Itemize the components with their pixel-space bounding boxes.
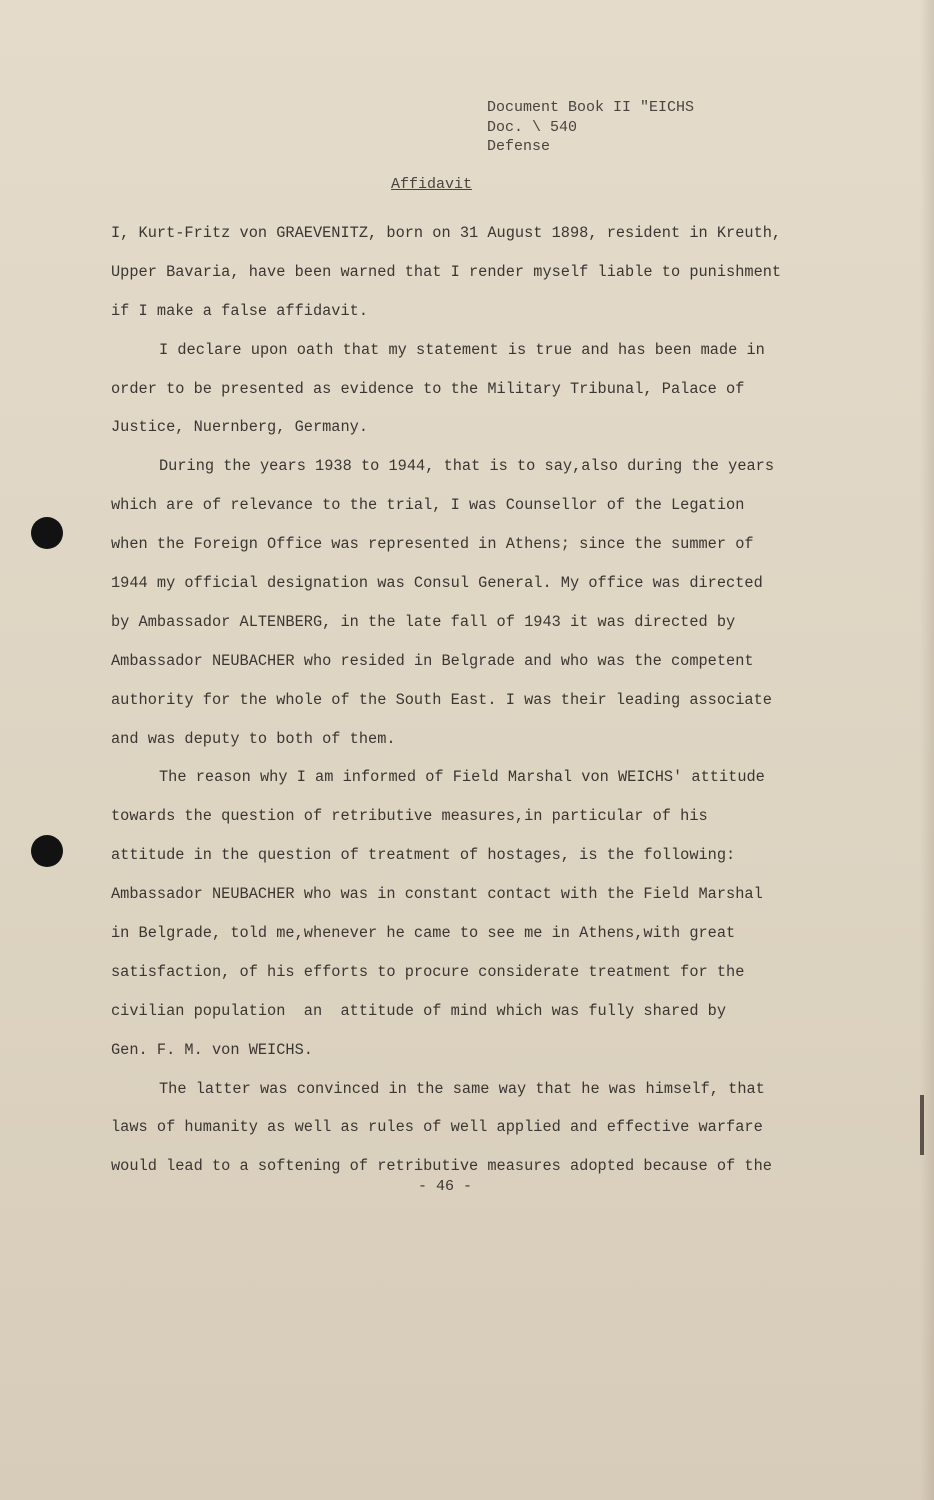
text-line: towards the question of retributive measures,in particular of his: [111, 807, 708, 826]
text-line: The latter was convinced in the same way that he was himself, that: [159, 1079, 765, 1098]
header-document-book: Document Book II "EICHS: [487, 99, 695, 116]
affidavit-body: [111, 214, 831, 1186]
text-line: civilian population an attitude of mind which was fully shared by: [111, 1001, 727, 1020]
text-line: if I make a false affidavit.: [111, 301, 369, 320]
header-doc-number: Doc. \ 540: [487, 118, 578, 136]
text-line: when the Foreign Office was represented in Athens; since the summer of: [111, 535, 754, 554]
paper-edge-shadow: [920, 0, 934, 1500]
header-defense: Defense: [487, 138, 551, 155]
paper-edge-mark: [920, 1095, 924, 1155]
text-line: and was deputy to both of them.: [111, 729, 396, 748]
punch-hole-top: [31, 517, 63, 549]
page-number: - 46 -: [418, 1178, 473, 1195]
text-line: by Ambassador ALTENBERG, in the late fall of 1943 it was directed by: [111, 612, 736, 631]
punch-hole-bottom: [31, 835, 63, 867]
text-line: Justice, Nuernberg, Germany.: [111, 418, 369, 437]
text-line: During the years 1938 to 1944, that is to say,also during the years: [159, 457, 775, 476]
text-line: Ambassador NEUBACHER who resided in Belgrade and who was the competent: [111, 651, 754, 670]
text-line: The reason why I am informed of Field Marshal von WEICHS' attitude: [159, 768, 765, 787]
text-line: Gen. F. M. von WEICHS.: [111, 1040, 313, 1059]
text-line: order to be presented as evidence to the Military Tribunal, Palace of: [111, 379, 745, 398]
text-line: which are of relevance to the trial, I was Counsellor of the Legation: [111, 496, 745, 515]
text-line: satisfaction, of his efforts to procure considerate treatment for the: [111, 962, 745, 981]
text-line: authority for the whole of the South East. I was their leading associate: [111, 690, 772, 709]
document-header: [487, 98, 694, 157]
text-line: laws of humanity as well as rules of well applied and effective warfare: [111, 1118, 763, 1137]
text-line: Upper Bavaria, have been warned that I render myself liable to punishment: [111, 262, 782, 281]
text-line: Ambassador NEUBACHER who was in constant contact with the Field Marshal: [111, 885, 763, 904]
text-line: I, Kurt-Fritz von GRAEVENITZ, born on 31 August 1898, resident in Kreuth,: [111, 224, 782, 242]
text-line: I declare upon oath that my statement is true and has been made in: [159, 340, 765, 359]
text-line: 1944 my official designation was Consul General. My office was directed: [111, 574, 763, 593]
page-title: Affidavit: [391, 176, 473, 193]
text-line: attitude in the question of treatment of hostages, is the following:: [111, 846, 736, 865]
text-line: in Belgrade, told me,whenever he came to see me in Athens,with great: [111, 924, 736, 943]
text-line: would lead to a softening of retributive measures adopted because of the: [111, 1157, 772, 1176]
